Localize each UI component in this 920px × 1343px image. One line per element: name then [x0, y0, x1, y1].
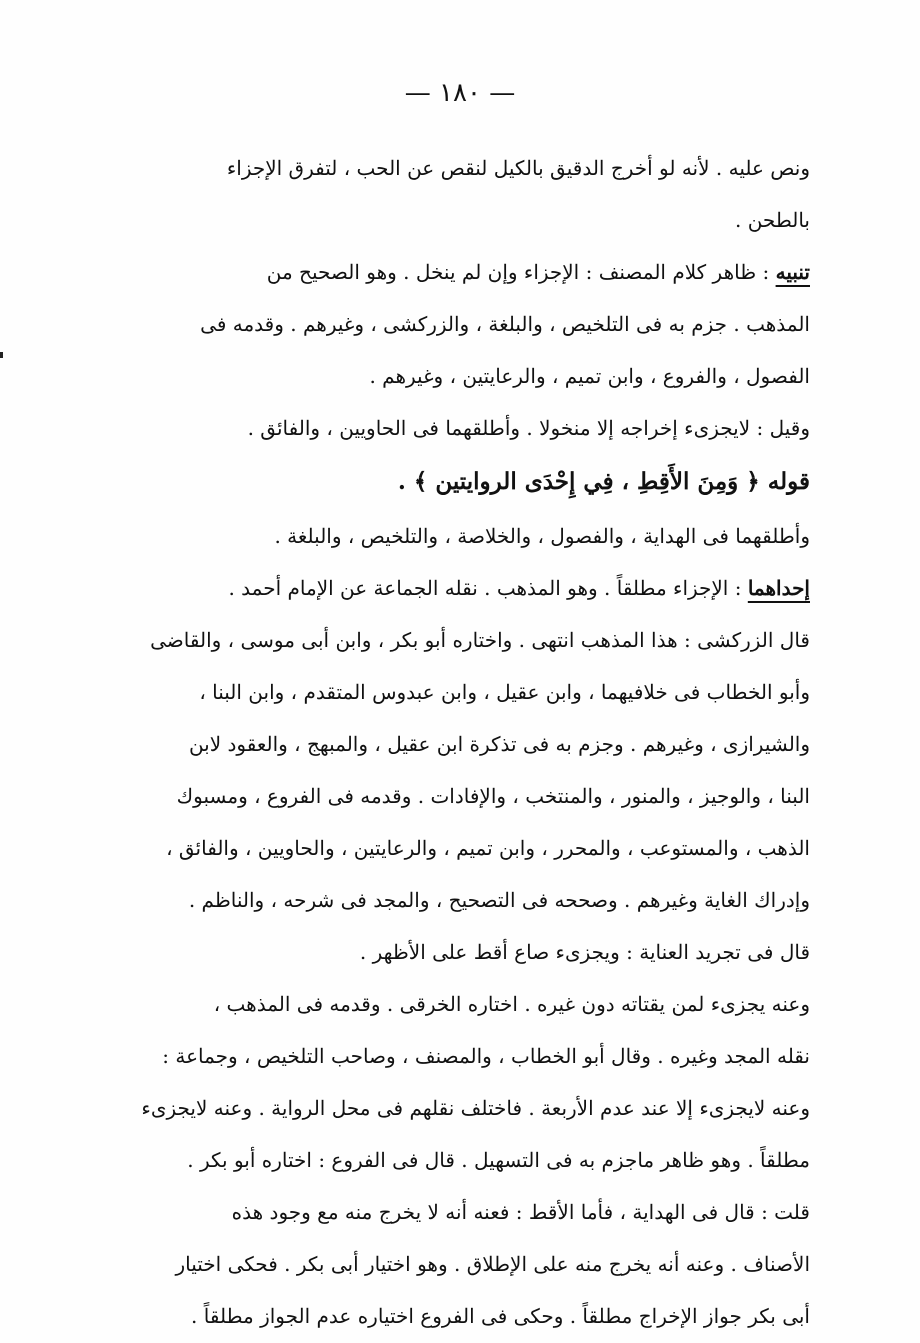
text-line: بالطحن .: [734, 208, 810, 232]
text-line: والشيرازى ، وغيرهم . وجزم به فى تذكرة ابن عقيل ، والمبهج ، والعقود لابن: [188, 732, 810, 756]
text-line: الذهب ، والمستوعب ، والمحرر ، وابن تميم ، والرعايتين ، والحاويين ، والفائق ،: [166, 836, 810, 860]
text-line: [90, 246, 810, 298]
text-line: وعنه يجزىء لمن يقتاته دون غيره . اختاره الخرقى . وقدمه فى المذهب ،: [213, 992, 810, 1016]
section-marker: إحداهما: [747, 576, 810, 600]
text-line: [90, 562, 810, 614]
text-line: وقيل : لايجزىء إخراجه إلا منخولا . وأطلقهما فى الحاويين ، والفائق .: [247, 416, 810, 440]
text-line: نقله المجد وغيره . وقال أبو الخطاب ، والمصنف ، وصاحب التلخيص ، وجماعة :: [162, 1044, 810, 1068]
text-line: قلت : قال فى الهداية ، فأما الأقط : فعنه أنه لا يخرج منه مع وجود هذه: [231, 1200, 810, 1224]
margin-mark: [0, 352, 3, 358]
page-number: — ١٨٠ —: [404, 78, 516, 108]
text-line: وأطلقهما فى الهداية ، والفصول ، والخلاصة ، والتلخيص ، والبلغة .: [274, 524, 810, 548]
text-line: المذهب . جزم به فى التلخيص ، والبلغة ، والزركشى ، وغيرهم . وقدمه فى: [200, 312, 810, 336]
body-text: [90, 142, 810, 1342]
text-line: مطلقاً . وهو ظاهر ماجزم به فى التسهيل . قال فى الفروع : اختاره أبو بكر .: [187, 1148, 810, 1172]
text-line: الفصول ، والفروع ، وابن تميم ، والرعايتين ، وغيرهم .: [369, 364, 810, 388]
line-text: : ظاهر كلام المصنف : الإجزاء وإن لم ينخل . وهو الصحيح من: [266, 260, 770, 284]
text-line: قال الزركشى : هذا المذهب انتهى . واختاره أبو بكر ، وابن أبى موسى ، والقاضى: [150, 628, 810, 652]
quote-heading: قوله ﴿ وَمِنَ الأَقِطِ ، فِي إِحْدَى الروايتين ﴾ .: [397, 468, 810, 495]
text-line: الأصناف . وعنه أنه يخرج منه على الإطلاق . وهو اختيار أبى بكر . فحكى اختيار: [175, 1252, 810, 1276]
text-line: البنا ، والوجيز ، والمنور ، والمنتخب ، والإفادات . وقدمه فى الفروع ، ومسبوك: [176, 784, 810, 808]
text-line: أبى بكر جواز الإخراج مطلقاً . وحكى فى الفروع اختياره عدم الجواز مطلقاً .: [191, 1304, 810, 1328]
section-marker: تنبيه: [775, 260, 810, 284]
text-line: وأبو الخطاب فى خلافيهما ، وابن عقيل ، وابن عبدوس المتقدم ، وابن البنا ،: [199, 680, 810, 704]
text-line: قال فى تجريد العناية : ويجزىء صاع أقط على الأظهر .: [359, 940, 810, 964]
text-line: ونص عليه . لأنه لو أخرج الدقيق بالكيل لنقص عن الحب ، لتفرق الإجزاء: [226, 156, 810, 180]
text-line: وعنه لايجزىء إلا عند عدم الأربعة . فاختلف نقلهم فى محل الرواية . وعنه لايجزىء: [141, 1096, 810, 1120]
line-text: : الإجزاء مطلقاً . وهو المذهب . نقله الجماعة عن الإمام أحمد .: [228, 576, 742, 600]
text-line: وإدراك الغاية وغيرهم . وصححه فى التصحيح ، والمجد فى شرحه ، والناظم .: [188, 888, 810, 912]
